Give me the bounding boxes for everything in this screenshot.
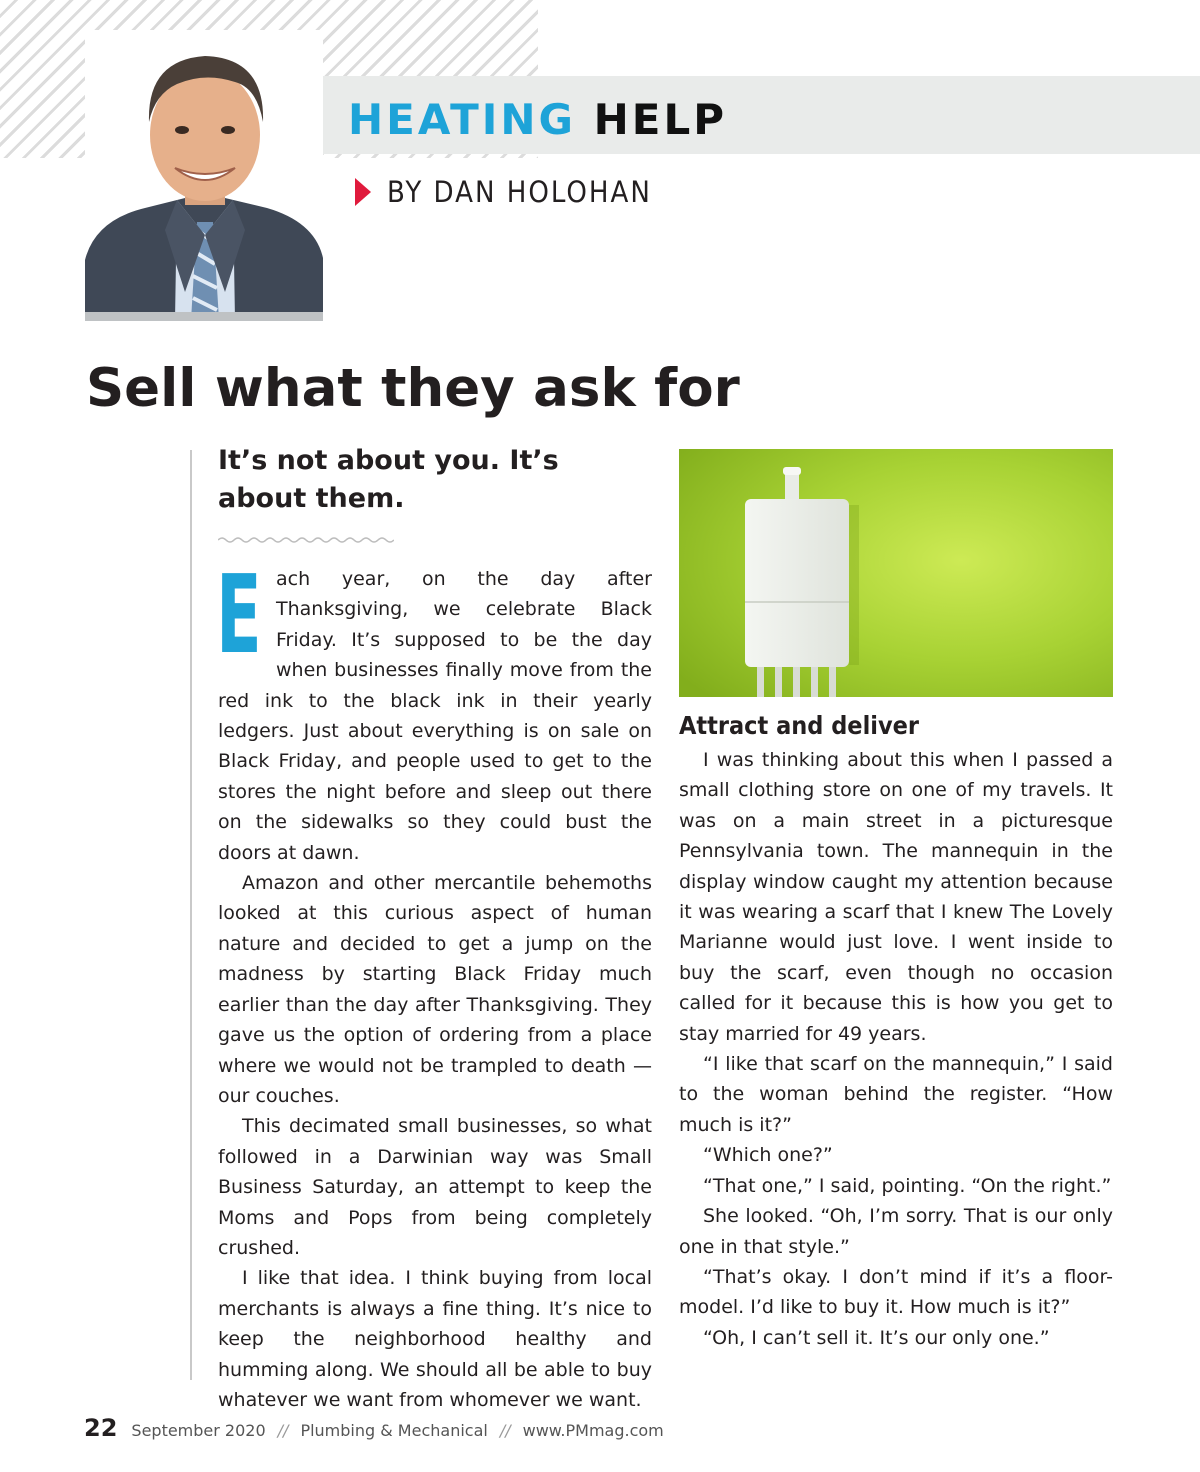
article-deck: It’s not about you. It’s about them. [218,445,559,514]
column-title [348,94,727,146]
paragraph-3: This decimated small businesses, so what followed in a Darwinian way was Small Business Saturday, an attempt to keep the Moms and Pops from being completely crushed. [218,1115,652,1259]
paragraph-8: “That one,” I said, pointing. “On the right.” [703,1174,1112,1197]
paragraph-7: “Which one?” [703,1144,833,1167]
red-triangle-icon [355,178,371,206]
section-subhead: Attract and deliver [679,711,919,740]
page-number: 22 [84,1414,118,1442]
paragraph-2: Amazon and other mercantile behemoths looked at this curious aspect of human nature and decided to get a jump on the madness by starting Black Friday much earlier than the day after Thanksgiving. They gave us the option of ordering from a place where we would not be trampled to death — our couches. [218,872,652,1107]
paragraph-1-text: ach year, on the day after Thanksgiving, we celebrate Black Friday. It’s supposed to be the day when businesses finally move from the red ink to the black ink in their yearly ledgers. Just about everything is on sale on Black Friday, and people used to get to the stores the night before and sleep out there on the sidewalks so they could bust the doors at dawn. [218,568,652,864]
footer-publication: Plumbing & Mechanical [300,1421,488,1440]
byline-text: BY DAN HOLOHAN [387,175,652,209]
paragraph-6: “I like that scarf on the mannequin,” I said to the woman behind the register. “How much is it?” [679,1053,1113,1136]
article-column-2 [679,745,1113,1353]
paragraph-4: I like that idea. I think buying from local merchants is always a fine thing. It’s nice to keep the neighborhood healthy and humming along. We should all be able to buy whatever we want from whomever we want. [218,1267,652,1411]
author-portrait [85,30,323,320]
column-title-help: HELP [593,95,728,144]
column-title-heating: HEATING [348,95,576,144]
deck-rule [190,450,192,1380]
paragraph-10: “That’s okay. I don’t mind if it’s a floor-model. I’d like to buy it. How much is it?” [679,1265,1113,1319]
article-column-1 [216,553,652,1415]
article-headline: Sell what they ask for [86,358,740,419]
paragraph-11: “Oh, I can’t sell it. It’s our only one.” [703,1326,1050,1349]
byline [355,172,652,212]
page-footer [84,1414,664,1454]
footer-separator: // [499,1421,511,1440]
footer-separator: // [277,1421,289,1440]
footer-website: www.PMmag.com [522,1421,664,1440]
paragraph-5: I was thinking about this when I passed a small clothing store on one of my travels. It was on a main street in a picturesque Pennsylvania town. The mannequin in the display window caught my attention because it was wearing a scarf that I knew The Lovely Marianne would just love. I went inside to buy the scarf, even though no occasion called for it because this is how you get to stay married for 49 years. [679,749,1113,1045]
wavy-divider [218,534,394,546]
paragraph-9: She looked. “Oh, I’m sorry. That is our only one in that style.” [679,1205,1113,1258]
drop-cap: E [216,553,262,678]
boiler-photo [679,449,1113,697]
paragraph-1 [216,553,652,868]
portrait-underline [85,312,323,321]
footer-date: September 2020 [131,1421,266,1440]
